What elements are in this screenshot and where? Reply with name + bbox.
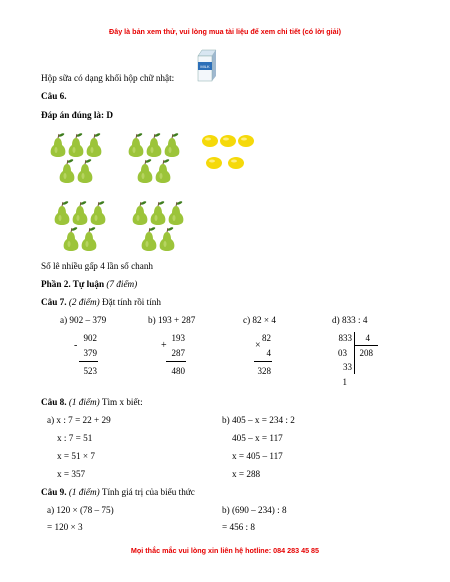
- cau7-points: (2 điểm): [68, 297, 100, 307]
- cau7-heading: [41, 297, 161, 307]
- cau8-b-line-1: b) 405 – x = 234 : 2: [222, 415, 295, 425]
- milk-label: MILK: [200, 64, 210, 69]
- fruit-illustration: [40, 125, 270, 260]
- cau9-label: Câu 9.: [41, 487, 67, 497]
- b-rule: [166, 361, 186, 362]
- a-top: 902: [83, 333, 97, 343]
- c-bottom: 4: [266, 348, 271, 358]
- b-result: 480: [171, 366, 185, 376]
- problem-b-label: b) 193 + 287: [148, 315, 196, 325]
- cau9-a-line-1: a) 120 × (78 – 75): [47, 505, 114, 515]
- pear-text: Số lê nhiều gấp 4 lần số chanh: [41, 261, 154, 271]
- cau8-b-line-2: 405 – x = 117: [232, 433, 283, 443]
- cau8-points: (1 điểm): [68, 397, 100, 407]
- problem-d-label: d) 833 : 4: [332, 315, 368, 325]
- part2-title: Phần 2. Tự luận: [41, 279, 105, 289]
- pear-group-4: [133, 201, 184, 251]
- c-top: 82: [262, 333, 271, 343]
- answer-text: Đáp án đúng là: D: [41, 110, 113, 120]
- part2-heading: [41, 279, 137, 289]
- b-bottom: 287: [171, 348, 185, 358]
- cau8-b-line-3: x = 405 – 117: [232, 451, 283, 461]
- d-divisor: 4: [365, 333, 370, 343]
- pear-group-1: [51, 133, 102, 183]
- cau9-points: (1 điểm): [68, 487, 100, 497]
- a-op: -: [74, 340, 78, 351]
- d-quotient: 208: [359, 348, 373, 358]
- a-bottom: 379: [83, 348, 97, 358]
- cau7-text: Đặt tính rồi tính: [102, 297, 161, 307]
- cau8-heading: [41, 397, 143, 407]
- footer-banner: Mọi thắc mắc vui lòng xin liên hệ hotline: 084 283 45 85: [130, 546, 320, 555]
- cau8-a-line-4: x = 357: [57, 469, 86, 479]
- c-result: 328: [257, 366, 271, 376]
- a-rule: [79, 361, 98, 362]
- cau7-label: Câu 7.: [41, 297, 67, 307]
- cau8-label: Câu 8.: [41, 397, 67, 407]
- cau9-b-line-2: = 456 : 8: [222, 522, 255, 532]
- cau8-a-line-2: x : 7 = 51: [57, 433, 93, 443]
- cau8-a-line-3: x = 51 × 7: [57, 451, 95, 461]
- d-remainder-3: 1: [342, 377, 347, 387]
- part2-points: (7 điểm): [106, 279, 138, 289]
- header-banner: Đây là bản xem thử, vui lòng mua tài liệu để xem chi tiết (có lời giải): [109, 27, 341, 36]
- problem-a-label: a) 902 – 379: [60, 315, 107, 325]
- d-remainder-1: 03: [338, 348, 347, 358]
- cau6-label: Câu 6.: [41, 91, 67, 101]
- cau8-a-line-1: a) x : 7 = 22 + 29: [47, 415, 111, 425]
- cau9-heading: [41, 487, 195, 497]
- c-op: ×: [255, 340, 261, 351]
- cau8-b-line-4: x = 288: [232, 469, 261, 479]
- d-divider-horizontal: [354, 345, 378, 346]
- b-op: +: [161, 340, 167, 351]
- d-dividend: 833: [338, 333, 352, 343]
- d-remainder-2: 33: [343, 362, 352, 372]
- cau9-a-line-2: = 120 × 3: [47, 522, 83, 532]
- pear-group-3: [55, 201, 106, 251]
- cau9-text: Tính giá trị của biểu thức: [101, 487, 195, 497]
- c-rule: [254, 361, 272, 362]
- cau9-b-line-1: b) (690 – 234) : 8: [222, 505, 287, 515]
- problem-c-label: c) 82 × 4: [243, 315, 276, 325]
- cau8-text: Tìm x biết:: [101, 397, 143, 407]
- a-result: 523: [83, 366, 97, 376]
- b-top: 193: [171, 333, 185, 343]
- lemon-group: [202, 135, 254, 169]
- pear-group-2: [129, 133, 180, 183]
- d-divider-vertical: [354, 332, 355, 374]
- milk-text: Hộp sữa có dạng khối hộp chữ nhật:: [41, 73, 175, 83]
- milk-box-icon: [196, 48, 218, 87]
